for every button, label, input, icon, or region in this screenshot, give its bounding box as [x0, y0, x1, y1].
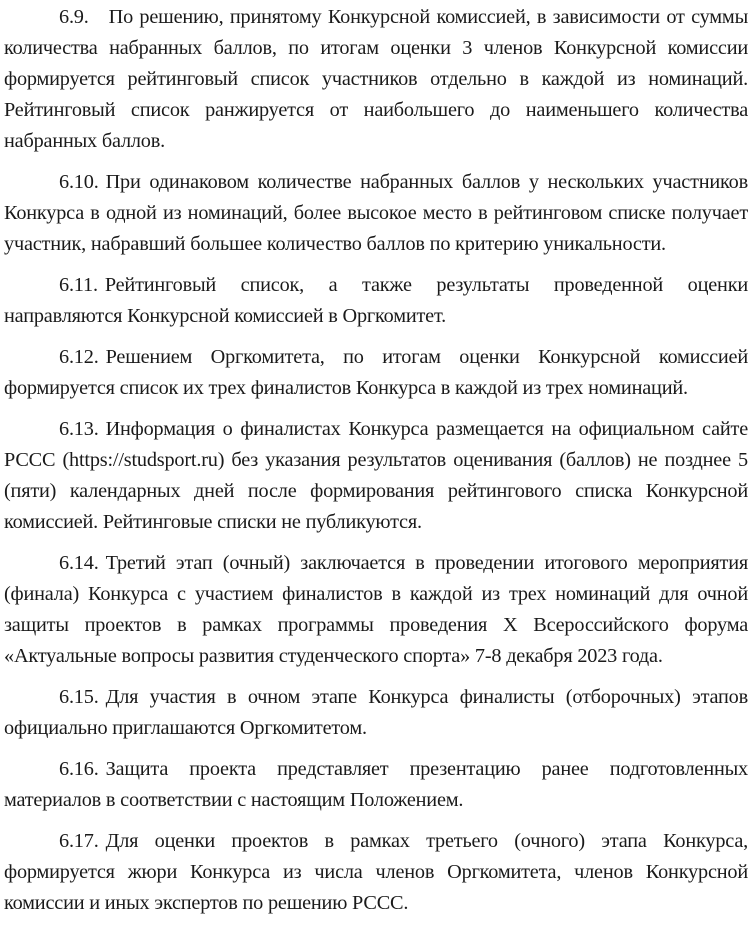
paragraph-text: Рейтинговый список, а также результаты проведенной оценки направляются Конкурсной комиссией в Оргкомитет. — [4, 274, 748, 327]
paragraph-number: 6.17. — [59, 830, 99, 852]
paragraph-number: 6.16. — [59, 758, 99, 780]
paragraph-text: Для участия в очном этапе Конкурса финалисты (отборочных) этапов официально приглашаются Оргкомитетом. — [4, 686, 748, 739]
paragraph-number: 6.10. — [59, 171, 99, 193]
paragraph-number: 6.9. — [59, 6, 89, 28]
paragraph-6-14 — [4, 548, 748, 672]
paragraph-number: 6.15. — [59, 686, 99, 708]
paragraph-number: 6.12. — [59, 346, 99, 368]
paragraph-text: При одинаковом количестве набранных баллов у нескольких участников Конкурса в одной из номинаций, более высокое место в рейтинговом списке получает участник, набравший большее количество баллов по критерию уникальности. — [4, 171, 748, 255]
paragraph-6-13 — [4, 414, 748, 538]
paragraph-text: Для оценки проектов в рамках третьего (очного) этапа Конкурса, формируется жюри Конкурса из числа членов Оргкомитета, членов Конкурсной комиссии и иных экспертов по решению РССС. — [4, 830, 748, 914]
paragraph-number: 6.11. — [59, 274, 98, 296]
paragraph-number: 6.13. — [59, 418, 99, 440]
paragraph-text: Информация о финалистах Конкурса размещается на официальном сайте РССС (https://studsport.ru) без указания результатов оценивания (баллов) не позднее 5 (пяти) календарных дней после формирования рейтингового списка Конкурсной комиссией. Рейтинговые списки не публикуются. — [4, 418, 748, 533]
paragraph-text: Защита проекта представляет презентацию ранее подготовленных материалов в соответствии с настоящим Положением. — [4, 758, 748, 811]
paragraph-text: Решением Оргкомитета, по итогам оценки Конкурсной комиссией формируется список их трех финалистов Конкурса в каждой из трех номинаций. — [4, 346, 748, 399]
paragraph-6-12 — [4, 342, 748, 404]
paragraph-text: По решению, принятому Конкурсной комиссией, в зависимости от суммы количества набранных баллов, по итогам оценки 3 членов Конкурсной комиссии формируется рейтинговый список участников отдельно в каждой из номинаций. Рейтинговый список ранжируется от наибольшего до наименьшего количества набранных баллов. — [4, 6, 748, 152]
paragraph-6-9 — [4, 2, 748, 157]
paragraph-6-15 — [4, 682, 748, 744]
paragraph-text: Третий этап (очный) заключается в проведении итогового мероприятия (финала) Конкурса с участием финалистов в каждой из трех номинаций для очной защиты проектов в рамках программы проведения X Всероссийского форума «Актуальные вопросы развития студенческого спорта» 7-8 декабря 2023 года. — [4, 552, 748, 667]
paragraph-6-11 — [4, 270, 748, 332]
paragraph-number: 6.14. — [59, 552, 99, 574]
paragraph-6-17 — [4, 826, 748, 919]
paragraph-6-10 — [4, 167, 748, 260]
paragraph-6-16 — [4, 754, 748, 816]
